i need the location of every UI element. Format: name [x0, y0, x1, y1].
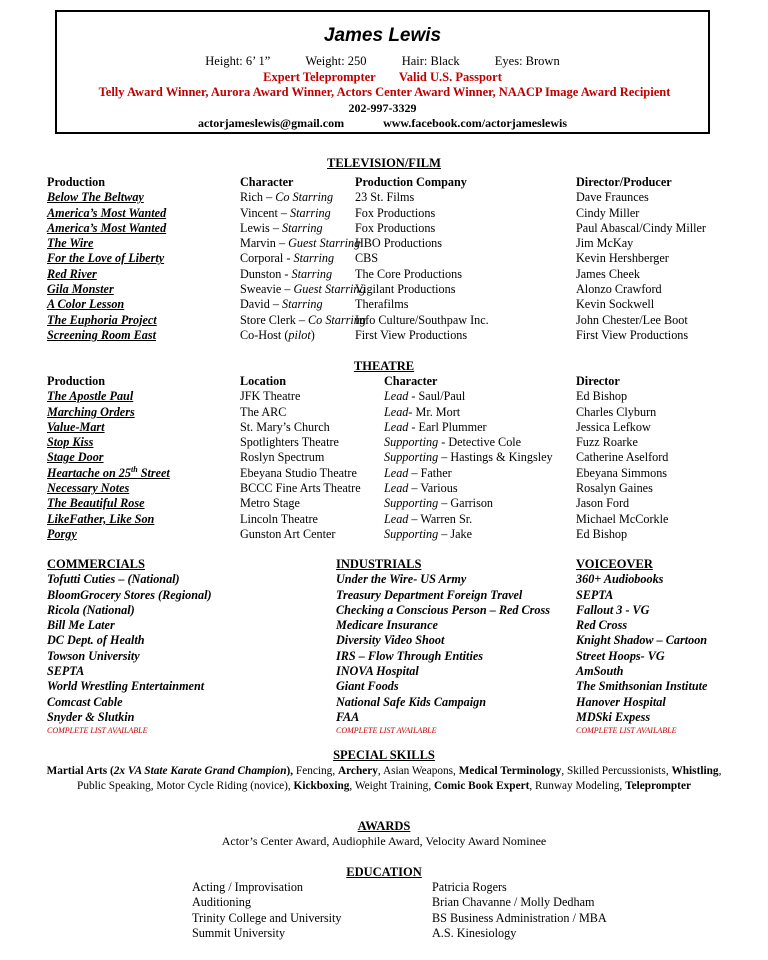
- voiceover-item: SEPTA: [576, 587, 614, 602]
- character-role: [240, 221, 366, 236]
- production-name: Stop Kiss: [47, 435, 94, 450]
- separator: –: [295, 312, 309, 327]
- skill-text: Kickboxing: [293, 780, 350, 792]
- commercials-item: World Wrestling Entertainment: [47, 679, 205, 694]
- column-header: Production Company: [355, 175, 467, 189]
- production-title: Below The Beltway: [47, 190, 144, 205]
- production-title: For the Love of Liberty: [47, 251, 165, 266]
- production-company: Therafilms: [355, 297, 409, 312]
- column: [240, 374, 361, 542]
- production-title: [47, 405, 170, 420]
- role-type: Supporting: [384, 526, 439, 541]
- column-header: Production: [47, 374, 106, 388]
- director: Jim McKay: [576, 236, 634, 251]
- column-header: Director/Producer: [576, 175, 672, 189]
- complete-list-note: COMPLETE LIST AVAILABLE: [336, 726, 437, 736]
- character: [384, 466, 553, 481]
- production-name: The Beautiful Rose: [47, 496, 145, 511]
- character-name: – Hastings & Kingsley: [438, 450, 553, 465]
- character-name: - Saul/Paul: [408, 389, 466, 404]
- billing: Guest Starring: [288, 236, 361, 251]
- tv-film-title: TELEVISION/FILM: [327, 156, 441, 170]
- billing: Starring: [281, 297, 323, 312]
- email-link[interactable]: actorjameslewis@gmail.com: [197, 116, 345, 130]
- industrials-item: Treasury Department Foreign Travel: [336, 587, 523, 602]
- character-role: [240, 236, 366, 251]
- location: Spotlighters Theatre: [240, 435, 339, 450]
- character: [384, 481, 553, 496]
- skill-text: Whistling: [671, 765, 719, 777]
- role-type: Lead: [384, 389, 409, 404]
- character: [384, 435, 553, 450]
- character-name: David: [240, 297, 270, 312]
- column-header: Production: [47, 175, 106, 189]
- production-name: Porgy: [47, 526, 77, 541]
- character: [384, 527, 553, 542]
- production-title: [47, 420, 170, 435]
- voiceover-item: Fallout 3 - VG: [576, 602, 650, 617]
- industrials-item: Diversity Video Shoot: [336, 633, 445, 648]
- billing: Starring: [281, 220, 323, 235]
- column: [384, 374, 553, 542]
- passport: Valid U.S. Passport: [398, 70, 502, 84]
- separator: –: [277, 205, 291, 220]
- director: Ebeyana Simmons: [576, 465, 668, 480]
- column: [576, 374, 668, 542]
- production-title: Gila Monster: [47, 282, 114, 297]
- character-name: Dunston: [240, 266, 282, 281]
- separator: –: [269, 220, 282, 235]
- director: Ed Bishop: [576, 389, 628, 404]
- facebook-link[interactable]: www.facebook.com/actorjameslewis: [383, 116, 568, 130]
- industrials-item: Checking a Conscious Person – Red Cross: [336, 602, 550, 617]
- voiceover-item: MDSki Expess: [576, 709, 651, 724]
- column: [240, 175, 366, 343]
- actor-name: James Lewis: [323, 25, 442, 46]
- role-type: Lead: [384, 465, 409, 480]
- role-type: Lead: [384, 481, 409, 496]
- role-type: Supporting: [384, 496, 439, 511]
- character-role: [240, 282, 366, 297]
- education-teacher: Brian Chavanne / Molly Dedham: [432, 895, 595, 910]
- director: Rosalyn Gaines: [576, 481, 653, 496]
- location: Metro Stage: [240, 496, 300, 511]
- location: Ebeyana Studio Theatre: [240, 465, 357, 480]
- column: [576, 175, 706, 343]
- role-type: Lead-: [384, 404, 413, 419]
- skill-text: Fencing,: [293, 765, 338, 777]
- billing: Starring: [290, 205, 331, 220]
- commercials-item: SEPTA: [47, 664, 85, 679]
- special-skills-text: [40, 764, 728, 794]
- industrials-item: Medicare Insurance: [336, 618, 438, 633]
- column-header: Character: [384, 374, 438, 388]
- character-role: [240, 313, 366, 328]
- voiceover-item: Street Hoops- VG: [576, 648, 665, 663]
- role-type: Supporting: [384, 450, 439, 465]
- industrials-item: Giant Foods: [336, 679, 399, 694]
- character-name: Corporal: [240, 251, 284, 266]
- education-subject: Trinity College and University: [192, 910, 342, 925]
- separator: –: [269, 297, 282, 312]
- production-title: Red River: [47, 266, 97, 281]
- location: JFK Theatre: [240, 389, 301, 404]
- skill-text: Martial Arts (: [46, 765, 114, 777]
- column-header: Director: [576, 374, 620, 388]
- commercials-item: BloomGrocery Stores (Regional): [47, 587, 212, 602]
- production-title: [47, 389, 170, 404]
- character-name: Mr. Mort: [412, 404, 461, 419]
- location: Lincoln Theatre: [240, 511, 318, 526]
- industrials-item: Under the Wire- US Army: [336, 572, 467, 587]
- director: Kevin Sockwell: [576, 297, 655, 312]
- skill-text: ),: [286, 765, 294, 777]
- character: [384, 389, 553, 404]
- production-title: America’s Most Wanted: [47, 220, 167, 235]
- billing: Guest Starring: [293, 282, 366, 297]
- hair: Hair: Black: [401, 54, 460, 68]
- skill-text: , Asian Weapons,: [377, 765, 459, 777]
- production-company: Info Culture/Southpaw Inc.: [355, 312, 489, 327]
- education-subject: Acting / Improvisation: [192, 880, 304, 894]
- production-title: Screening Room East: [47, 327, 157, 342]
- director: Dave Fraunces: [576, 190, 649, 205]
- director: Michael McCorkle: [576, 511, 669, 526]
- commercials-item: Comcast Cable: [47, 694, 123, 709]
- commercials-item: DC Dept. of Health: [47, 633, 145, 648]
- voiceover-item: AmSouth: [576, 664, 624, 679]
- height: Height: 6’ 1”: [205, 54, 271, 68]
- skill-text: , Skilled Percussionists,: [561, 765, 672, 777]
- location: The ARC: [240, 404, 287, 419]
- production-title: The Wire: [47, 236, 94, 251]
- director: John Chester/Lee Boot: [576, 312, 688, 327]
- superscript: th: [130, 464, 138, 474]
- director: Kevin Hershberger: [576, 251, 669, 266]
- separator: –: [275, 236, 289, 251]
- commercials-item: Tofutti Cuties – (National): [47, 572, 180, 587]
- commercials-item: Bill Me Later: [47, 618, 115, 633]
- column: [47, 374, 170, 542]
- billing: Starring: [293, 251, 335, 266]
- education-subject: Summit University: [192, 925, 286, 940]
- character: [384, 496, 553, 511]
- production-company: Fox Productions: [355, 205, 436, 220]
- director: James Cheek: [576, 266, 640, 281]
- character-name: – Father: [408, 465, 452, 480]
- column-header: Location: [240, 374, 287, 388]
- column: [432, 880, 607, 941]
- production-name: The Apostle Paul: [47, 389, 134, 404]
- character-name: - Earl Plummer: [408, 419, 487, 434]
- production-company: CBS: [355, 251, 379, 266]
- separator: –: [281, 282, 294, 297]
- commercials-item: Towson University: [47, 648, 140, 663]
- column: [47, 557, 212, 737]
- production-title: The Euphoria Project: [47, 312, 157, 327]
- location: Gunston Art Center: [240, 526, 336, 541]
- skill-text: Archery: [337, 765, 378, 777]
- director: First View Productions: [576, 327, 689, 342]
- skills-highlight: [57, 70, 708, 85]
- voiceover-item: Hanover Hospital: [576, 694, 666, 709]
- director: Alonzo Crawford: [576, 282, 662, 297]
- special-skills-title: SPECIAL SKILLS: [333, 748, 435, 762]
- production-title: [47, 450, 170, 465]
- production-name: Necessary Notes: [47, 481, 130, 496]
- skill-text: , Public Speaking, Motor Cycle Riding (novice),: [77, 765, 722, 792]
- location: St. Mary’s Church: [240, 419, 330, 434]
- production-title: [47, 435, 170, 450]
- industrials-item: IRS – Flow Through Entities: [336, 648, 483, 663]
- separator: -: [281, 266, 292, 281]
- column-header: Character: [240, 175, 294, 189]
- production-company: Vigilant Productions: [355, 282, 456, 297]
- production-title: [47, 466, 170, 481]
- skill-text: , Runway Modeling,: [529, 780, 626, 792]
- voiceover-item: The Smithsonian Institute: [576, 679, 708, 694]
- physical-stats: [57, 54, 708, 69]
- column: [576, 557, 707, 737]
- separator: –: [263, 190, 276, 205]
- teleprompter: Expert Teleprompter: [263, 70, 376, 84]
- character-name: Sweavie: [240, 282, 282, 297]
- character-name: – Various: [408, 481, 458, 496]
- production-title: America’s Most Wanted: [47, 205, 167, 220]
- complete-list-note: COMPLETE LIST AVAILABLE: [47, 726, 148, 736]
- billing: Co Starring: [275, 190, 334, 205]
- commercials-item: Ricola (National): [47, 602, 135, 617]
- production-name: Marching Orders: [47, 404, 135, 419]
- character-name: Co-Host (: [240, 327, 289, 342]
- education-teacher: A.S. Kinesiology: [432, 925, 517, 940]
- awards-text: Actor’s Center Award, Audiophile Award, Velocity Award Nominee: [221, 834, 547, 848]
- character-name: – Jake: [438, 526, 473, 541]
- billing: pilot: [288, 327, 311, 342]
- voiceover-title: VOICEOVER: [576, 557, 653, 571]
- character: [384, 420, 553, 435]
- character-role: [240, 206, 366, 221]
- character-role: [240, 267, 366, 282]
- industrials-title: INDUSTRIALS: [336, 557, 422, 571]
- location: BCCC Fine Arts Theatre: [240, 481, 361, 496]
- skill-text: Medical Terminology: [458, 765, 562, 777]
- commercials-item: Snyder & Slutkin: [47, 709, 135, 724]
- character-name: Lewis: [240, 220, 270, 235]
- skill-text: Comic Book Expert: [433, 780, 530, 792]
- character-name: Rich: [240, 190, 264, 205]
- director: Cindy Miller: [576, 205, 640, 220]
- phone: 202-997-3329: [348, 101, 417, 115]
- character-name: – Warren Sr.: [408, 511, 473, 526]
- character: [384, 512, 553, 527]
- production-title: [47, 496, 170, 511]
- column: [355, 175, 489, 343]
- weight: Weight: 250: [305, 54, 367, 68]
- production-company: Fox Productions: [355, 220, 436, 235]
- character-name: Marvin: [240, 236, 276, 251]
- director: Jessica Lefkow: [576, 419, 651, 434]
- separator: ): [310, 327, 315, 342]
- header-box: [55, 10, 710, 134]
- billing: Starring: [291, 266, 333, 281]
- education-subject: Auditioning: [192, 895, 251, 910]
- eyes: Eyes: Brown: [494, 54, 560, 68]
- role-type: Supporting: [384, 435, 439, 450]
- industrials-item: National Safe Kids Campaign: [336, 694, 486, 709]
- director: Fuzz Roarke: [576, 435, 638, 450]
- column: [47, 175, 166, 343]
- production-name-suffix: Street: [137, 465, 170, 480]
- column: [336, 557, 550, 737]
- production-company: The Core Productions: [355, 266, 462, 281]
- production-name: Heartache on 25: [47, 465, 131, 480]
- production-name: Value-Mart: [47, 419, 105, 434]
- production-company: HBO Productions: [355, 236, 443, 251]
- voiceover-item: Knight Shadow – Cartoon: [576, 633, 708, 648]
- character-name: – Garrison: [438, 496, 494, 511]
- production-title: A Color Lesson: [47, 297, 125, 312]
- production-title: [47, 481, 170, 496]
- complete-list-note: COMPLETE LIST AVAILABLE: [576, 726, 677, 736]
- character-role: [240, 297, 366, 312]
- theatre-title: THEATRE: [353, 359, 415, 373]
- role-type: Lead: [384, 419, 409, 434]
- director: Ed Bishop: [576, 526, 628, 541]
- character-role: [240, 190, 366, 205]
- skill-text: , Weight Training,: [349, 780, 434, 792]
- character: [384, 450, 553, 465]
- production-title: [47, 527, 170, 542]
- contact-line: [57, 116, 708, 131]
- commercials-title: COMMERCIALS: [47, 557, 145, 571]
- voiceover-item: 360+ Audiobooks: [576, 572, 664, 587]
- production-name: Stage Door: [47, 450, 104, 465]
- awards-title: AWARDS: [357, 819, 411, 833]
- industrials-item: INOVA Hospital: [336, 664, 419, 679]
- director: Catherine Aselford: [576, 450, 669, 465]
- location: Roslyn Spectrum: [240, 450, 325, 465]
- character-role: [240, 251, 366, 266]
- billing: Co Starring: [308, 312, 366, 327]
- voiceover-item: Red Cross: [576, 618, 628, 633]
- character-name: Vincent: [240, 205, 278, 220]
- character-name: - Detective Cole: [438, 435, 522, 450]
- director: Charles Clyburn: [576, 404, 657, 419]
- production-company: First View Productions: [355, 327, 468, 342]
- separator: -: [283, 251, 294, 266]
- role-type: Lead: [384, 511, 409, 526]
- education-teacher: BS Business Administration / MBA: [432, 910, 607, 925]
- skill-text: 2x VA State Karate Grand Champion: [113, 765, 287, 777]
- education-title: EDUCATION: [346, 865, 422, 879]
- character-role: [240, 328, 366, 343]
- education-teacher: Patricia Rogers: [432, 880, 507, 894]
- production-title: [47, 512, 170, 527]
- production-name: LikeFather, Like Son: [47, 511, 155, 526]
- director: Paul Abascal/Cindy Miller: [576, 220, 706, 235]
- director: Jason Ford: [576, 496, 630, 511]
- character-name: Store Clerk: [240, 312, 296, 327]
- production-company: 23 St. Films: [355, 190, 415, 205]
- character: [384, 405, 553, 420]
- awards-line: Telly Award Winner, Aurora Award Winner, Actors Center Award Winner, NAACP Image Award Recipient: [98, 85, 671, 99]
- column: [192, 880, 342, 941]
- skill-text: Teleprompter: [625, 780, 691, 792]
- industrials-item: FAA: [336, 709, 360, 724]
